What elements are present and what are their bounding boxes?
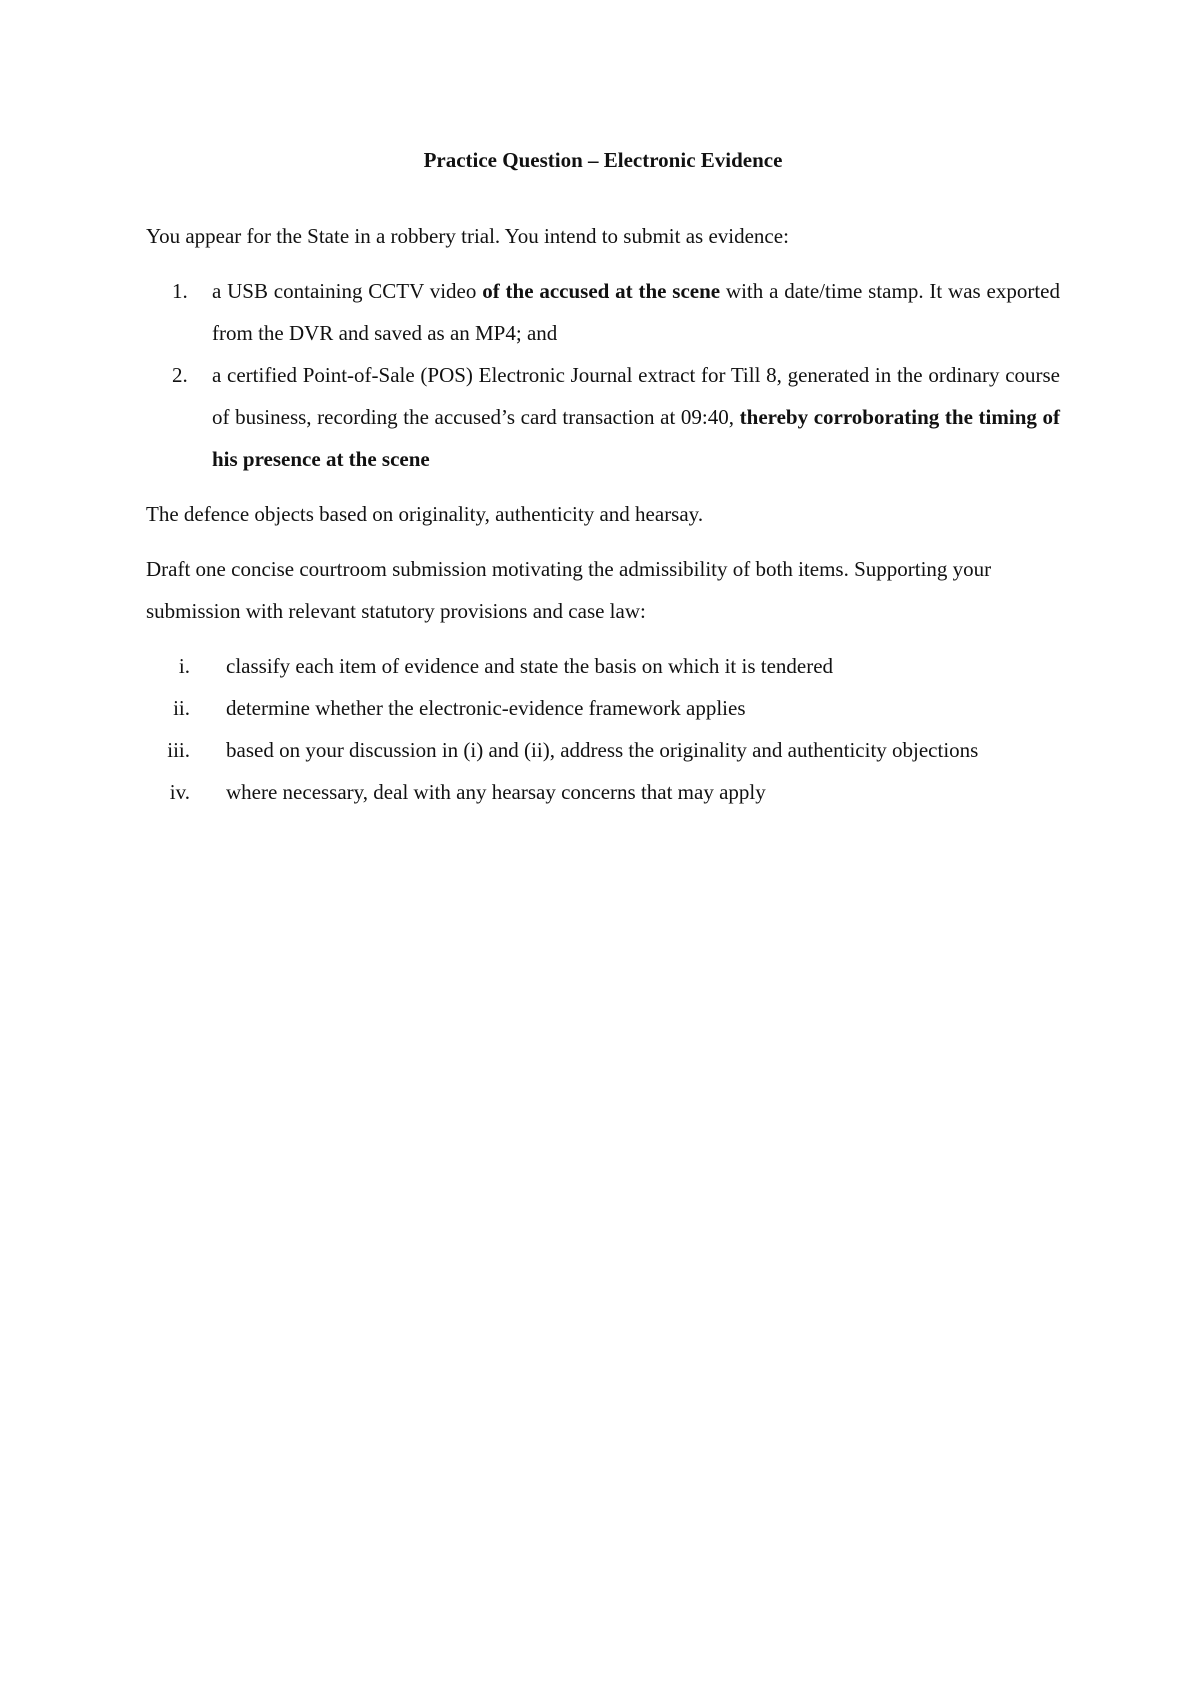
task-text: based on your discussion in (i) and (ii), address the originality and authenticity objections	[226, 738, 979, 762]
evidence-text: with a date/time stamp. It was exported from the DVR and saved as an MP4; and	[212, 279, 1060, 345]
evidence-item-2	[146, 354, 1060, 480]
document-body	[146, 139, 1060, 813]
task-text: classify each item of evidence and state the basis on which it is tendered	[226, 654, 834, 678]
task-list	[146, 645, 1060, 813]
task-item-iii	[146, 729, 1060, 771]
page-title: Practice Question – Electronic Evidence	[423, 148, 783, 172]
evidence-emphasis: of the accused at the scene	[482, 279, 721, 303]
objection-paragraph: The defence objects based on originality, authenticity and hearsay.	[146, 502, 704, 526]
list-marker: i.	[178, 654, 190, 678]
task-text: where necessary, deal with any hearsay concerns that may apply	[226, 780, 766, 804]
list-marker: 2.	[172, 363, 188, 387]
evidence-text: a USB containing CCTV video	[212, 279, 483, 303]
evidence-emphasis: thereby corroborating the timing of his presence at the scene	[212, 405, 1060, 471]
evidence-text: a certified Point-of-Sale (POS) Electronic Journal extract for Till 8, generated in the ordinary course of business, recording the accused’s card transaction at 09:40,	[212, 363, 1060, 429]
list-marker: iv.	[169, 780, 190, 804]
task-item-iv	[146, 771, 1060, 813]
task-text: determine whether the electronic-evidence framework applies	[226, 696, 746, 720]
list-marker: 1.	[172, 279, 188, 303]
evidence-item-1	[146, 270, 1060, 354]
evidence-list	[146, 270, 1060, 480]
list-marker: iii.	[167, 738, 190, 762]
instruction-paragraph: Draft one concise courtroom submission motivating the admissibility of both items. Supporting your submission with relevant statutory provisions and case law:	[146, 557, 992, 623]
list-marker: ii.	[173, 696, 190, 720]
task-item-i	[146, 645, 1060, 687]
intro-paragraph: You appear for the State in a robbery trial. You intend to submit as evidence:	[146, 224, 789, 248]
task-item-ii	[146, 687, 1060, 729]
